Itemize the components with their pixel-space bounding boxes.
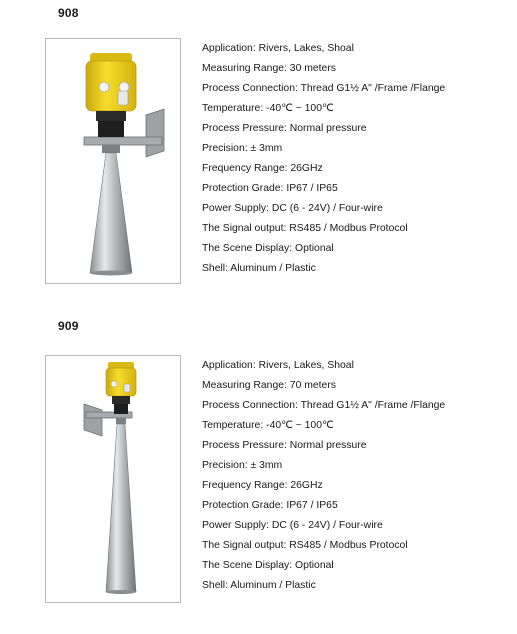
radar-level-sensor-909-icon xyxy=(46,356,180,602)
spec-item: The Signal output: RS485 / Modbus Protocol xyxy=(202,540,408,551)
spec-item: Power Supply: DC (6 - 24V) / Four-wire xyxy=(202,203,383,214)
spec-item: Shell: Aluminum / Plastic xyxy=(202,580,316,591)
spec-item: Precision: ± 3mm xyxy=(202,143,283,154)
product-909-image xyxy=(45,355,181,603)
spec-item: Measuring Range: 30 meters xyxy=(202,63,336,74)
product-908-spec-list xyxy=(202,39,445,279)
spec-item: Frequency Range: 26GHz xyxy=(202,480,323,491)
spec-item: Application: Rivers, Lakes, Shoal xyxy=(202,360,354,371)
spec-item: Process Connection: Thread G1½ A" /Frame /Flange xyxy=(202,400,446,411)
product-908-image xyxy=(45,38,181,284)
spec-item: Frequency Range: 26GHz xyxy=(202,163,323,174)
spec-item: Protection Grade: IP67 / IP65 xyxy=(202,183,338,194)
spec-item: The Scene Display: Optional xyxy=(202,560,334,571)
product-909-spec-list xyxy=(202,356,445,596)
spec-item: Temperature: -40℃ ~ 100℃ xyxy=(202,103,334,114)
spec-item: Application: Rivers, Lakes, Shoal xyxy=(202,43,354,54)
spec-item: Process Pressure: Normal pressure xyxy=(202,440,367,451)
spec-item: Protection Grade: IP67 / IP65 xyxy=(202,500,338,511)
spec-item: Measuring Range: 70 meters xyxy=(202,380,336,391)
spec-item: Process Connection: Thread G1½ A" /Frame /Flange xyxy=(202,83,446,94)
spec-item: Shell: Aluminum / Plastic xyxy=(202,263,316,274)
spec-item: Precision: ± 3mm xyxy=(202,460,283,471)
product-909-model: 909 xyxy=(58,319,79,333)
spec-item: Process Pressure: Normal pressure xyxy=(202,123,367,134)
spec-item: Temperature: -40℃ ~ 100℃ xyxy=(202,420,334,431)
spec-item: The Signal output: RS485 / Modbus Protocol xyxy=(202,223,408,234)
radar-level-sensor-908-icon xyxy=(46,39,180,283)
spec-item: The Scene Display: Optional xyxy=(202,243,334,254)
spec-item: Power Supply: DC (6 - 24V) / Four-wire xyxy=(202,520,383,531)
product-908-model: 908 xyxy=(58,6,79,20)
